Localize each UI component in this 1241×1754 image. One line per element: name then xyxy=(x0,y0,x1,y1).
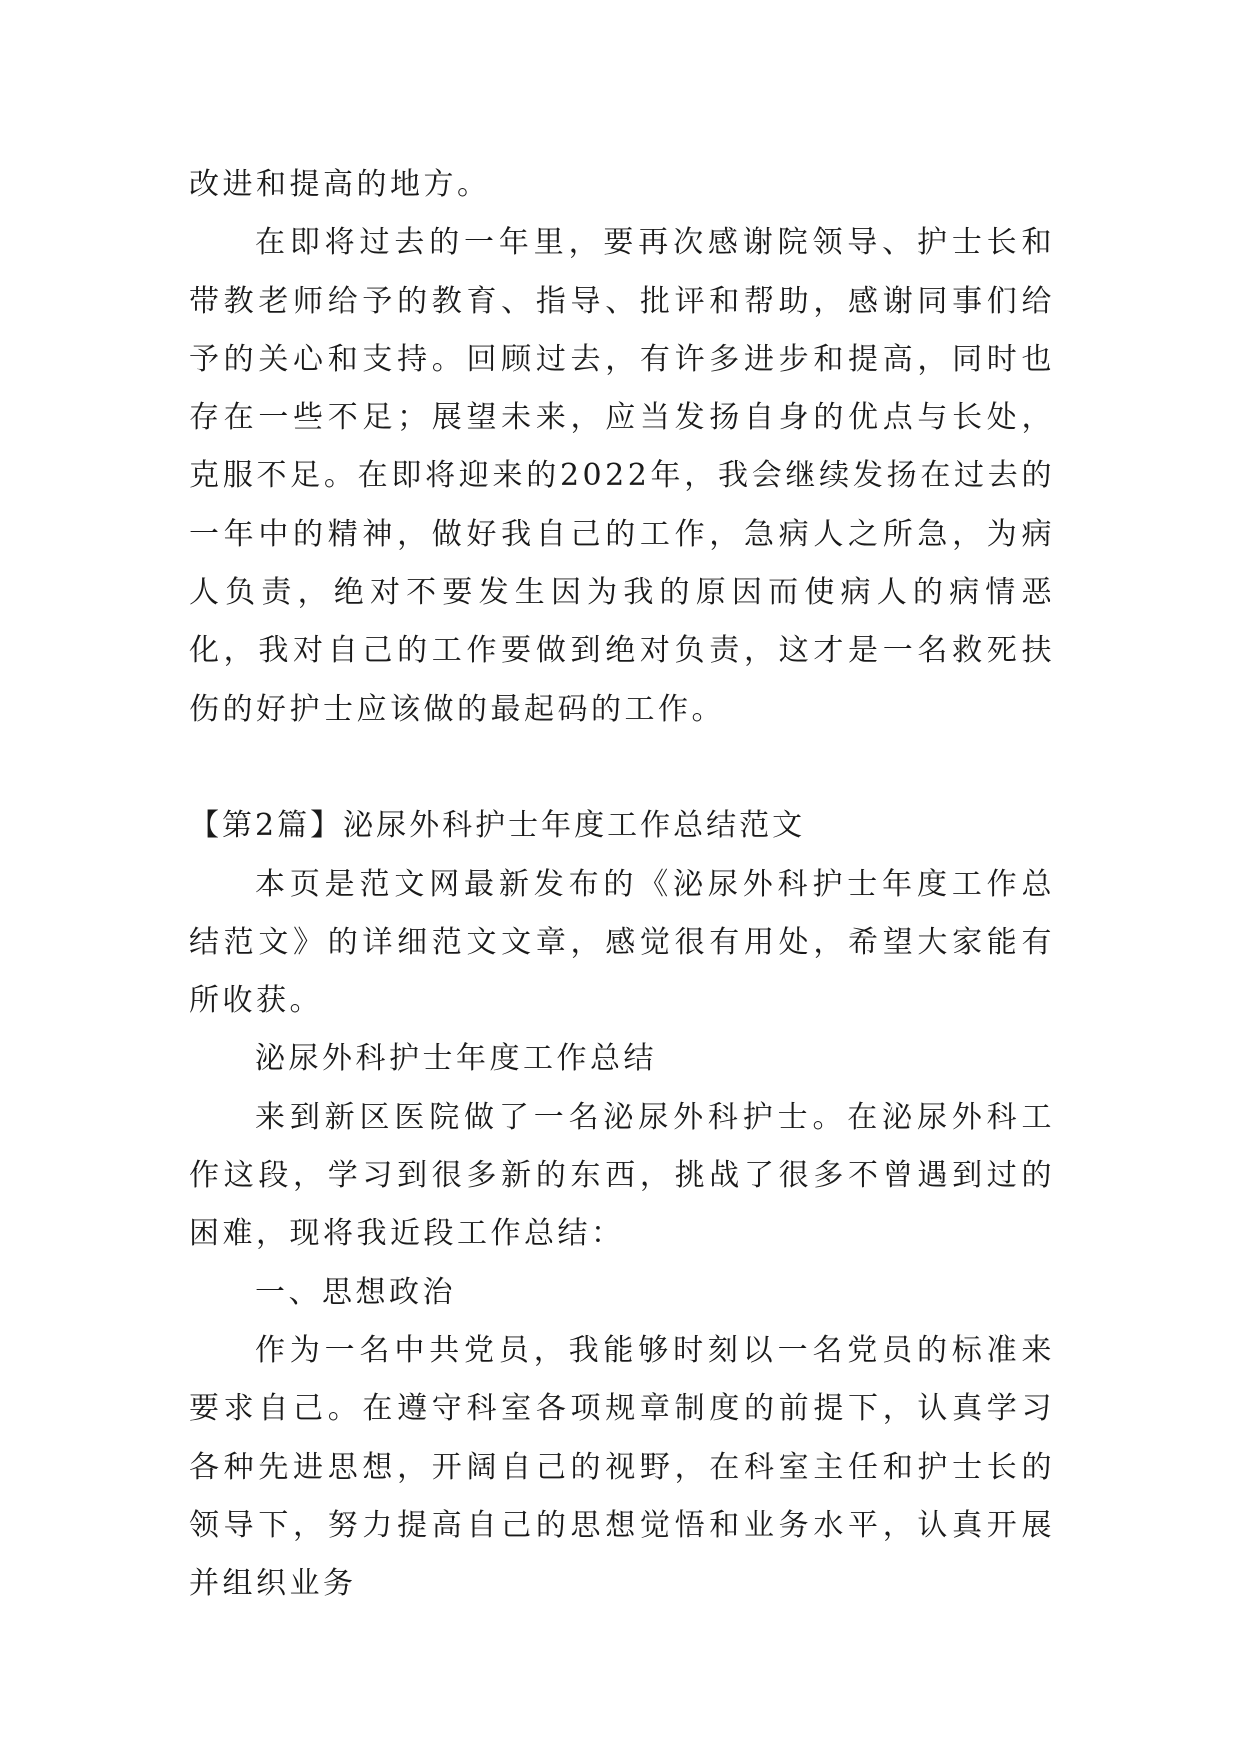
paragraph-politics: 作为一名中共党员，我能够时刻以一名党员的标准来要求自己。在遵守科室各项规章制度的前提下，认真学习各种先进思想，开阔自己的视野，在科室主任和护士长的领导下，努力提高自己的思想觉悟和业务水平，认真开展并组织业务 xyxy=(189,1332,1055,1602)
document-body xyxy=(189,156,1055,1613)
paragraph-section-one: 一、思想政治 xyxy=(255,1274,456,1310)
paragraph-subtitle: 泌尿外科护士年度工作总结 xyxy=(255,1041,657,1077)
paragraph-continued: 改进和提高的地方。 xyxy=(189,167,491,202)
paragraph-opening: 来到新区医院做了一名泌尿外科护士。在泌尿外科工作这段，学习到很多新的东西，挑战了很多不曾遇到过的困难，现将我近段工作总结： xyxy=(189,1099,1055,1252)
paragraph-intro: 本页是范文网最新发布的《泌尿外科护士年度工作总结范文》的详细范文文章，感觉很有用处，希望大家能有所收获。 xyxy=(189,866,1055,1019)
section-heading: 【第2篇】泌尿外科护士年度工作总结范文 xyxy=(189,808,806,844)
paragraph-thanks: 在即将过去的一年里，要再次感谢院领导、护士长和带教老师给予的教育、指导、批评和帮助，感谢同事们给予的关心和支持。回顾过去，有许多进步和提高，同时也存在一些不足；展望未来，应当发扬自身的优点与长处，克服不足。在即将迎来的2022年，我会继续发扬在过去的一年中的精神，做好我自己的工作，急病人之所急，为病人负责，绝对不要发生因为我的原因而使病人的病情恶化，我对自己的工作要做到绝对负责，这才是一名救死扶伤的好护士应该做的最起码的工作。 xyxy=(189,225,1055,727)
